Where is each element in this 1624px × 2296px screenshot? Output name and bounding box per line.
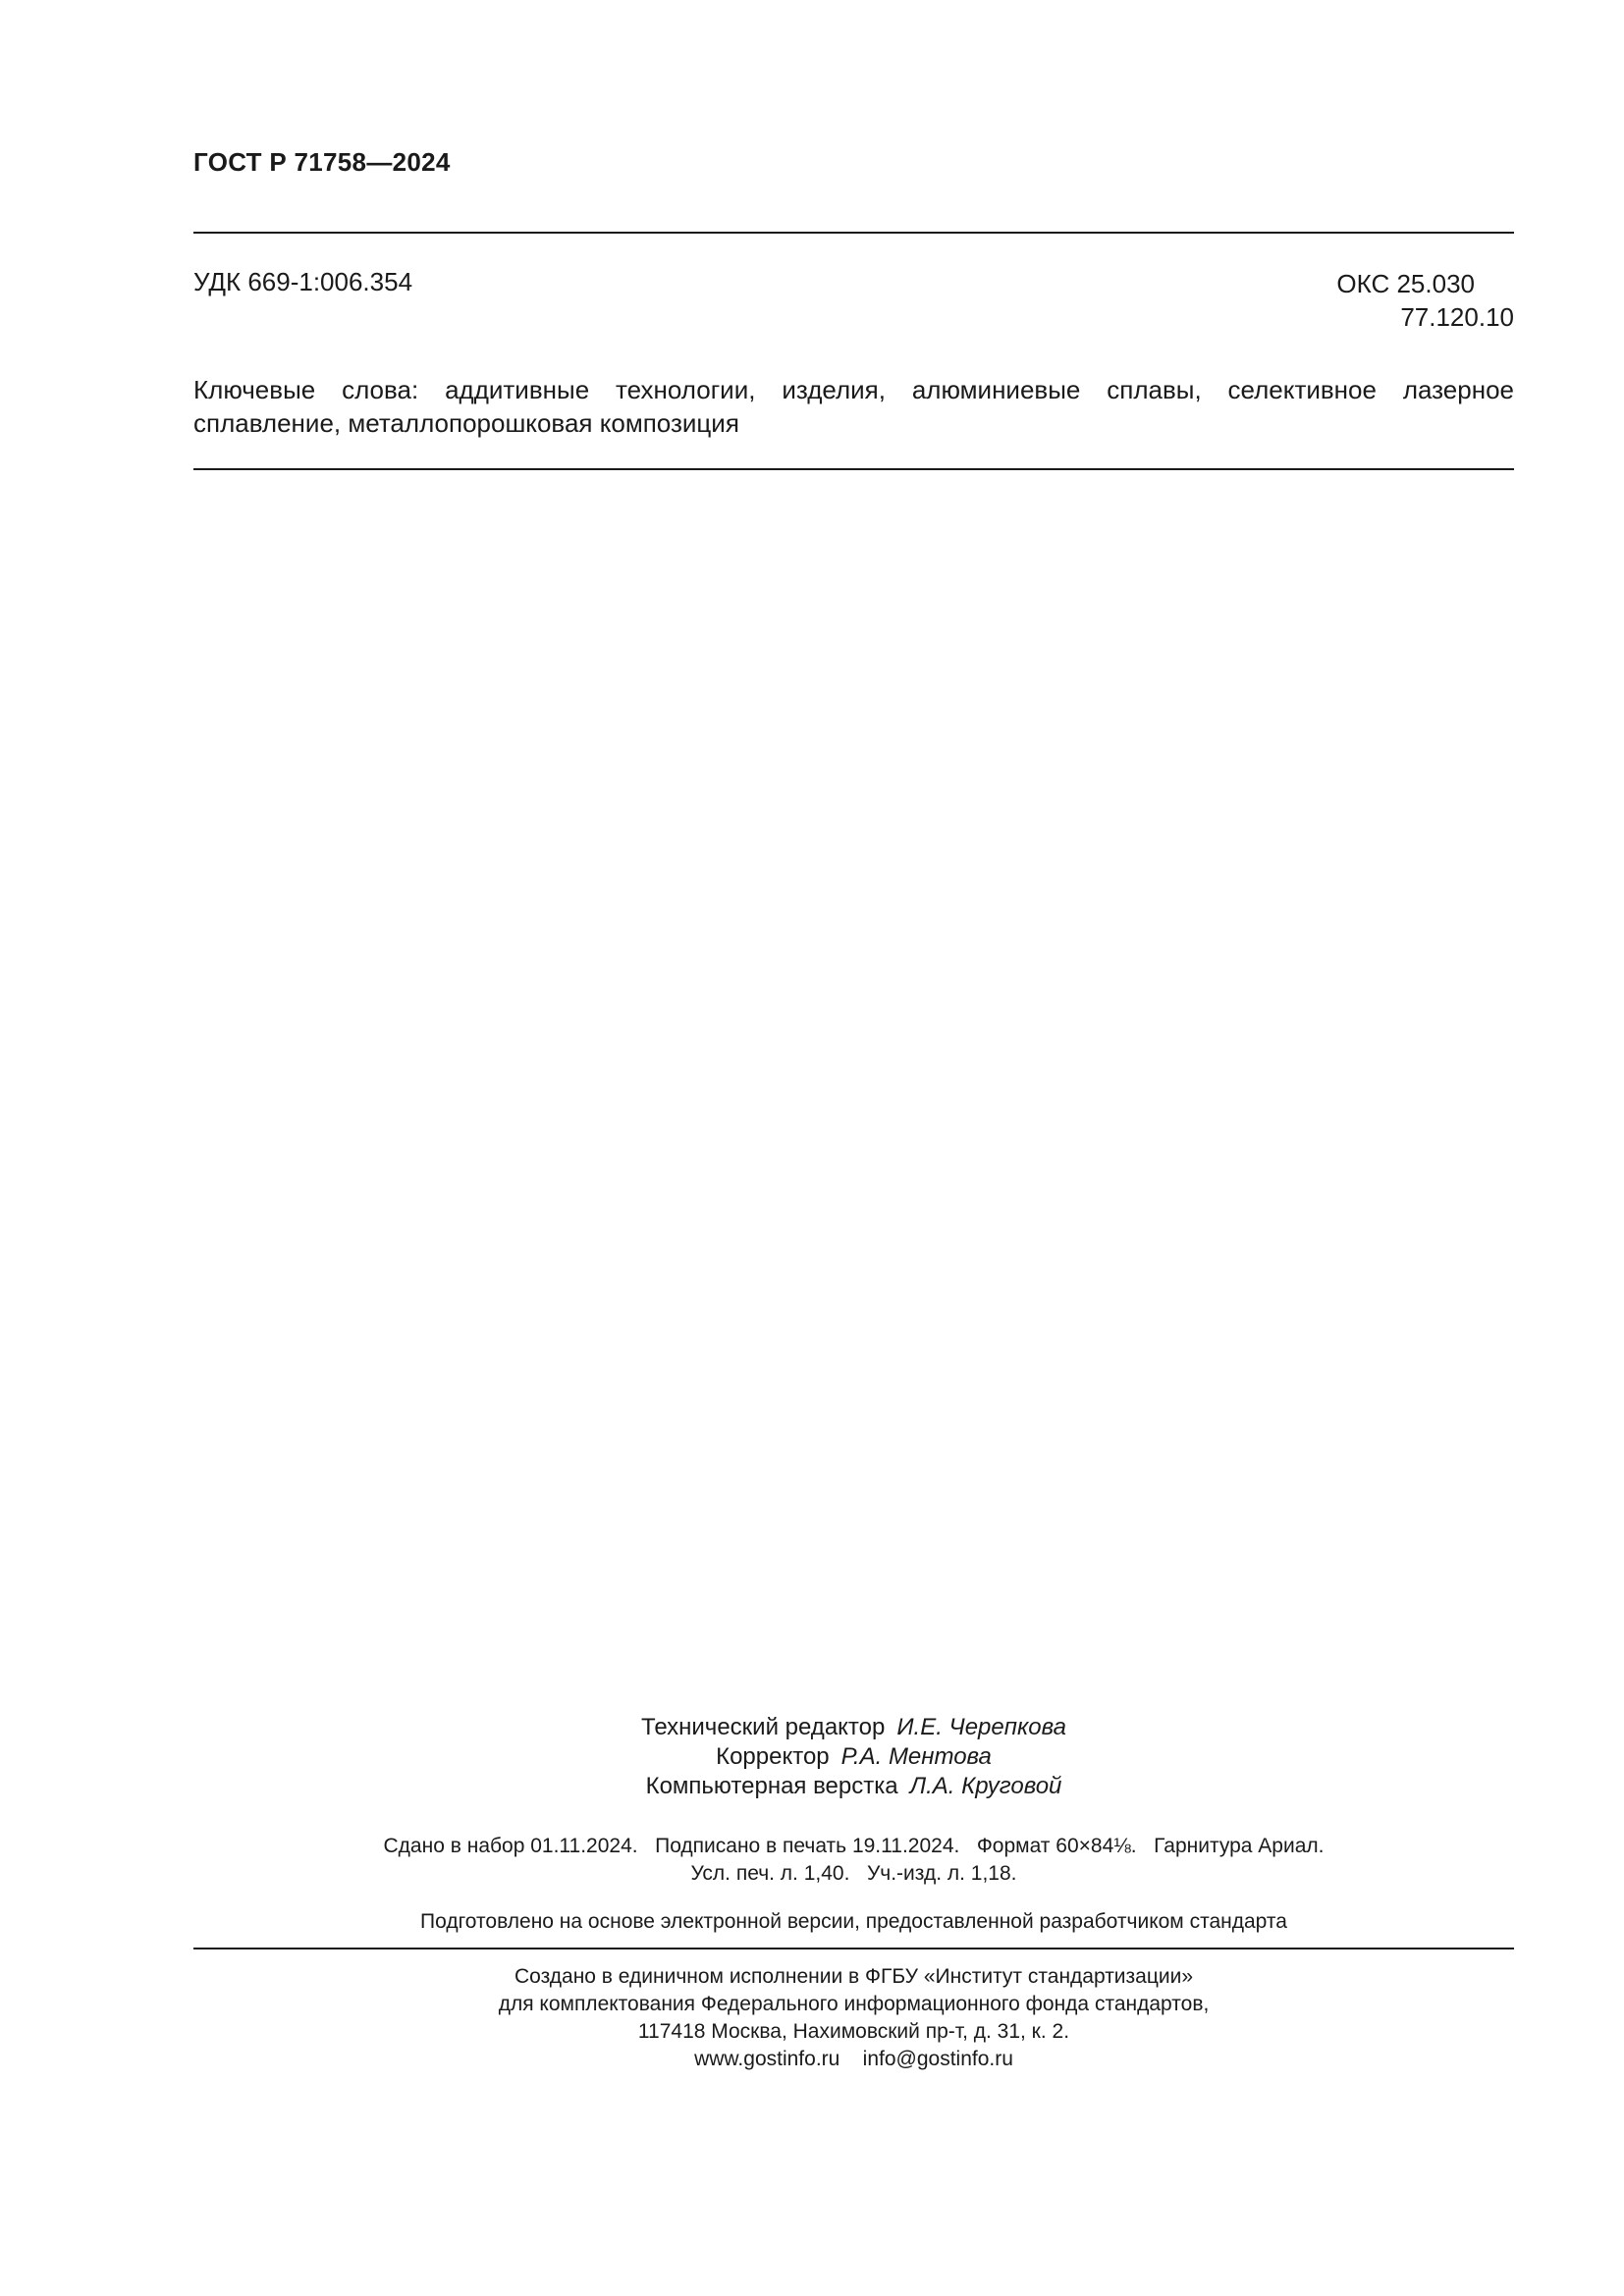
created-line1: Создано в единичном исполнении в ФГБУ «Институт стандартизации» [514, 1965, 1194, 1988]
layout-name: Л.А. Круговой [909, 1773, 1062, 1799]
corrector-row [193, 1742, 1514, 1772]
layout-row [193, 1772, 1514, 1801]
document-number: ГОСТ Р 71758—2024 [193, 147, 451, 177]
keywords-paragraph: Ключевые слова: аддитивные технологии, изделия, алюминиевые сплавы, селективное лазерное сплавление, металлопорошковая композиция [193, 375, 1514, 438]
prepared-note: Подготовлено на основе электронной версии, предоставленной разработчиком стандарта [420, 1910, 1287, 1933]
layout-role: Компьютерная верстка [645, 1773, 898, 1799]
print-info-line2: Усл. печ. л. 1,40. Уч.-изд. л. 1,18. [690, 1862, 1017, 1885]
top-divider [193, 232, 1514, 234]
created-line3: 117418 Москва, Нахимовский пр-т, д. 31, к. 2. [637, 2020, 1070, 2043]
oks-codes [1336, 267, 1514, 334]
tech-editor-name: И.Е. Черепкова [896, 1714, 1066, 1740]
staff-credits [193, 1713, 1514, 1801]
tech-editor-role: Технический редактор [641, 1714, 886, 1740]
keywords-divider [193, 468, 1514, 470]
tech-editor-row [193, 1713, 1514, 1742]
print-info-line1: Сдано в набор 01.11.2024. Подписано в печать 19.11.2024. Формат 60×84⅛. Гарнитура Ариал. [383, 1835, 1325, 1857]
corrector-role: Корректор [716, 1743, 830, 1770]
created-imprint [193, 1963, 1514, 2073]
corrector-name: Р.А. Ментова [840, 1743, 992, 1770]
oks-code-secondary: 77.120.10 [1400, 302, 1514, 332]
udk-code: УДК 669-1:006.354 [193, 267, 413, 296]
created-line2: для комплектования Федерального информационного фонда стандартов, [498, 1993, 1210, 2015]
created-line4: www.gostinfo.ru info@gostinfo.ru [694, 2048, 1013, 2070]
imprint-divider [193, 1948, 1514, 1949]
print-info [193, 1833, 1514, 1888]
oks-code-primary: ОКС 25.030 [1336, 269, 1475, 298]
